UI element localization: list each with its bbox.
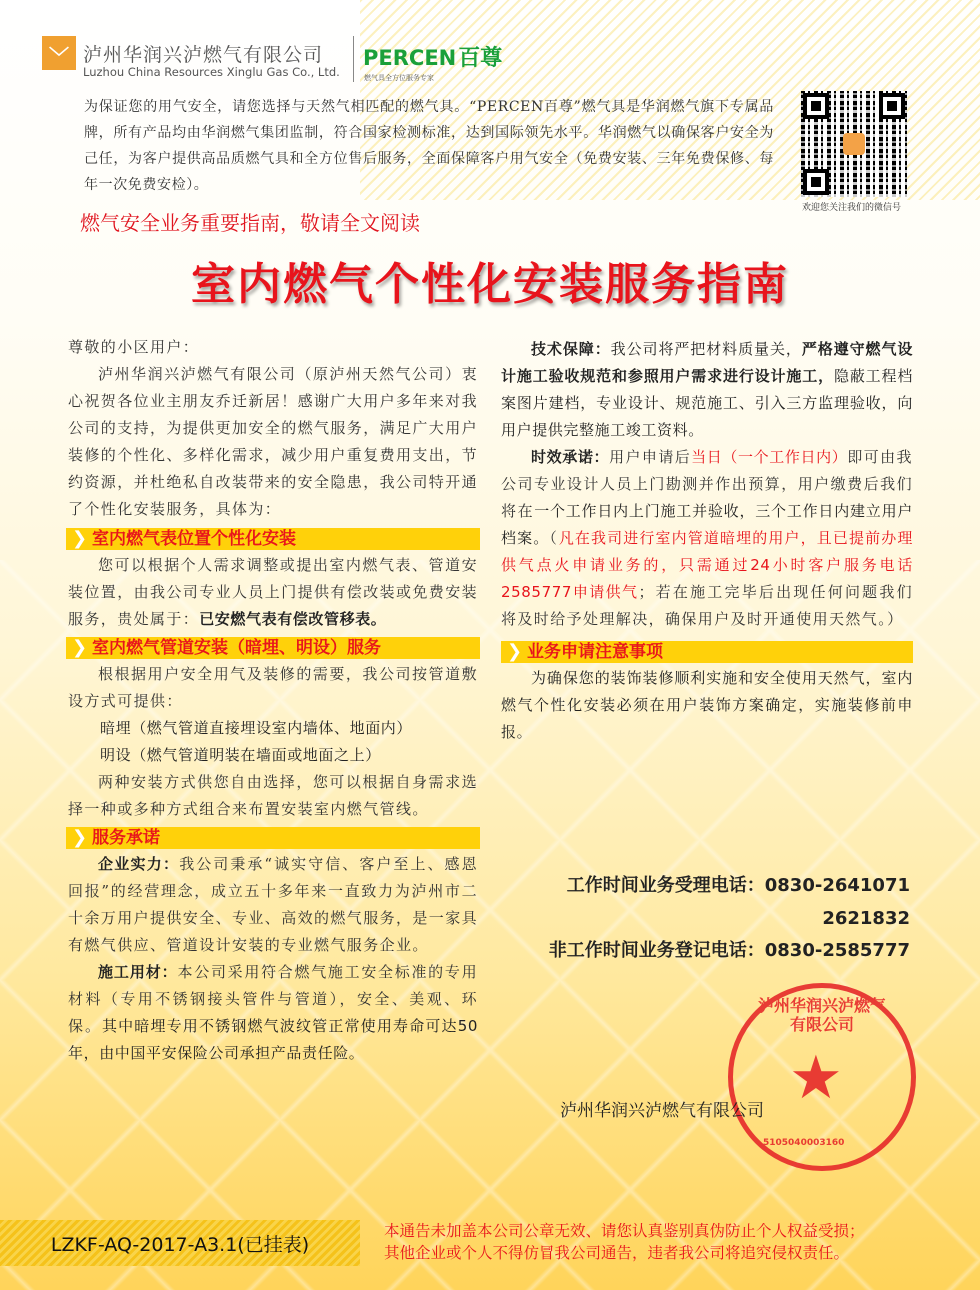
option-concealed bbox=[68, 715, 478, 742]
text-run-red: 当日（一个工作日内） bbox=[691, 448, 848, 466]
text-run: 用户申请后 bbox=[609, 448, 692, 466]
pipe-paragraph: 根根据用户安全用气及装修的需要，我公司按管道敷设方式可提供： bbox=[68, 665, 478, 710]
meter-paragraph bbox=[68, 552, 478, 633]
option-text: 明设（燃气管道明装在墙面或地面之上） bbox=[100, 746, 381, 764]
chevron-right-icon: ❯ bbox=[507, 641, 523, 662]
wechat-qr-code bbox=[801, 91, 907, 197]
company-seal bbox=[728, 983, 916, 1171]
qr-caption: 欢迎您关注我们的微信号 bbox=[802, 203, 902, 213]
brand-slogan: 燃气具全方位服务专家 bbox=[364, 74, 434, 82]
option-text: 暗埋（燃气管道直接埋设室内墙体、地面内） bbox=[100, 719, 413, 737]
star-icon: ★ bbox=[789, 1043, 843, 1113]
text-run-sans: 一个工作日内上门施工并验收，三个工作日内建立用户档案。 bbox=[501, 502, 913, 547]
business-phone-alt: 2621832 bbox=[822, 908, 910, 929]
text-run: 您可以根据个人需求调整或提出室内燃气表、管道安装位置，由我公司专业人员上门提供有偿改装或免费安装服务，贵处属于： bbox=[68, 556, 479, 628]
label: 时效承诺： bbox=[531, 448, 610, 466]
strength-paragraph bbox=[68, 851, 478, 959]
text-run: 本公司采用符合燃气施工安全标准的专用材料（专用不锈钢接头管件与管道），安全、美观、环保。 bbox=[68, 963, 478, 1035]
document-code: LZKF-AQ-2017-A3.1(已挂表) bbox=[0, 1220, 360, 1266]
materials-paragraph bbox=[68, 959, 478, 1067]
timing-paragraph bbox=[501, 444, 913, 633]
business-phone: 工作时间业务受理电话：0830-2641071 bbox=[566, 875, 910, 896]
text-run-red: 凡在我司进行室内管道暗埋的用户，且已提前办理供气点火申请业务的，只需通过24小时客户服务电话2585777申请供气 bbox=[501, 529, 914, 601]
seal-text: 泸州华润兴泸燃气有限公司 bbox=[757, 996, 886, 1034]
text-run: （ bbox=[549, 529, 559, 547]
text-run: 为确保您的装饰装修顺利实施和安全使用天然气，室内燃气个性化安装必须在用户装饰方案确定，实施装修前申报。 bbox=[501, 669, 913, 741]
section-heading-pipe bbox=[66, 637, 480, 659]
label: 技术保障： bbox=[531, 340, 611, 358]
footer-notice bbox=[384, 1220, 865, 1264]
text-run: 我公司秉承“诚实守信、客户至上、感恩回报”的经营理念，成立五十多年来一直致力为泸州市二十余万用户提供安全、专业、高效的燃气服务，是一家具有燃气供应、管道设计安装的专业燃气服务企业。 bbox=[68, 855, 479, 954]
intro-text: 为保证您的用气安全，请您选择与天然气相匹配的燃气具。“PERCEN百尊”燃气具是华润燃气旗下专属品牌，所有产品均由华润燃气集团监制，符合国家检测标准，达到国际领先水平。华润燃气以确保客户安全为己任，为客户提供高品质燃气具和全方位售后服务，全面保障客户用气安全（免费安装、三年免费保修、每年一次免费安检）。 bbox=[84, 99, 774, 193]
chevron-right-icon: ❯ bbox=[72, 637, 88, 658]
text-run: 隐蔽工程档案图片建档，专业设计、规范施工、引入三方监理验收，向用户提供完整施工竣工资料。 bbox=[501, 367, 913, 439]
text-run: 即可由我公司专业设计人员上门勘测并作出预算，用户缴费后我们将在 bbox=[501, 448, 913, 520]
text-run: ；若在施工完毕后出现任何问题我们将及时给予处理解决，确保用户及时开通使用天然气。） bbox=[501, 583, 913, 628]
page-title: 室内燃气个性化安装服务指南 bbox=[191, 259, 789, 310]
signature-company: 泸州华润兴泸燃气有限公司 bbox=[560, 1101, 764, 1121]
text-run: 我公司将严把材料质量关， bbox=[610, 340, 802, 358]
after-hours-phone: 非工作时间业务登记电话：0830-2585777 bbox=[548, 940, 910, 961]
label: 施工用材： bbox=[98, 963, 178, 981]
greeting: 尊敬的小区用户： bbox=[68, 338, 200, 356]
subtitle: 燃气安全业务重要指南，敬请全文阅读 bbox=[80, 211, 420, 235]
right-column bbox=[501, 336, 913, 746]
section-heading-text: 室内燃气表位置个性化安装 bbox=[92, 529, 296, 549]
application-paragraph bbox=[501, 665, 913, 746]
brand-name-cn: 百尊 bbox=[458, 46, 503, 71]
left-column bbox=[68, 334, 478, 1067]
seal-number: 5105040003160 bbox=[763, 1138, 845, 1148]
section-heading-text: 服务承诺 bbox=[92, 828, 160, 848]
notice-line: 本通告未加盖本公司公章无效、请您认真鉴别真伪防止个人权益受损； bbox=[384, 1222, 865, 1240]
section-heading-promise bbox=[66, 827, 480, 849]
company-name-cn: 泸州华润兴泸燃气有限公司 bbox=[83, 44, 324, 66]
company-logo-icon: ﹀ bbox=[42, 36, 76, 70]
section-heading-text: 室内燃气管道安装（暗埋、明设）服务 bbox=[92, 638, 381, 658]
option-exposed bbox=[68, 742, 478, 769]
text-run-sans: 其中暗埋专用不锈钢燃气波纹管正常使用寿命可达50年，由中国平安保险公司承担产品责任险。 bbox=[68, 1017, 478, 1062]
section-heading-application bbox=[501, 641, 913, 663]
section-heading-text: 业务申请注意事项 bbox=[527, 642, 663, 662]
chevron-right-icon: ❯ bbox=[72, 827, 88, 848]
text-run-bold: 已安燃气表有偿改管移表。 bbox=[199, 610, 387, 628]
text-run-bold: 严格遵守燃气设计施工验收规范和参照用户需求进行设计施工， bbox=[501, 340, 913, 385]
label: 企业实力： bbox=[98, 855, 180, 873]
company-name-en: Luzhou China Resources Xinglu Gas Co., Ltd. bbox=[83, 65, 340, 79]
choice-paragraph: 两种安装方式供您自由选择，您可以根据自身需求选择一种或多种方式组合来布置安装室内燃气管线。 bbox=[68, 773, 478, 818]
chevron-right-icon: ❯ bbox=[72, 528, 88, 549]
header-divider bbox=[353, 36, 354, 82]
brand-name: PERCEN bbox=[363, 46, 457, 70]
notice-line: 其他企业或个人不得仿冒我公司通告，违者我公司将追究侵权责任。 bbox=[384, 1244, 850, 1262]
section-heading-meter bbox=[66, 528, 480, 550]
brand-logo bbox=[363, 46, 502, 71]
tech-paragraph bbox=[501, 336, 913, 444]
intro-paragraph: 泸州华润兴泸燃气有限公司（原泸州天然气公司）衷心祝贺各位业主朋友乔迁新居！感谢广大用户多年来对我公司的支持，为提供更加安全的燃气服务，满足广大用户装修的个性化、多样化需求，减少用户重复费用支出，节约资源，并杜绝私自改装带来的安全隐患，我公司特开通了个性化安装服务，具体为： bbox=[68, 365, 479, 518]
